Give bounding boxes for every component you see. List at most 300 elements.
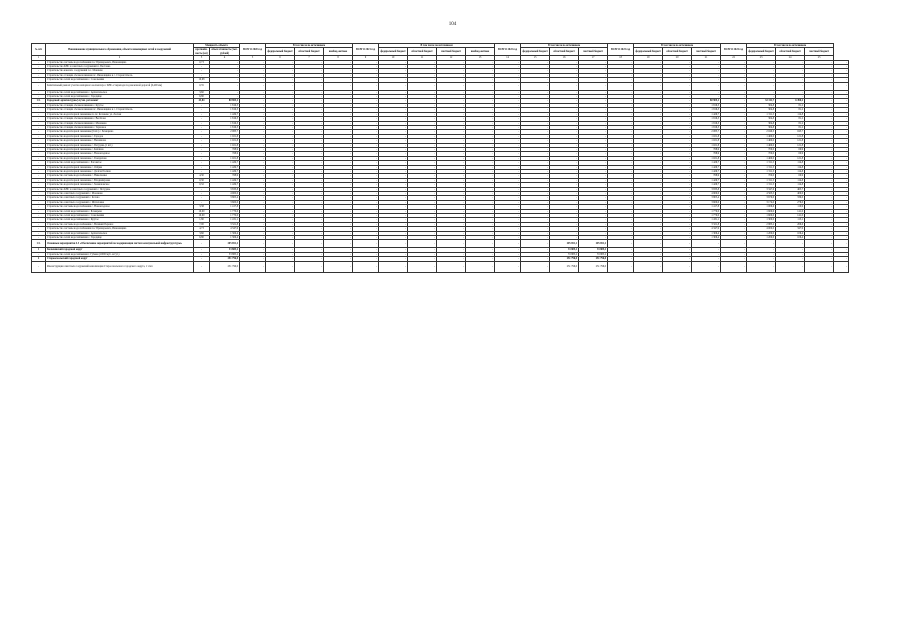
row-value: - [437,139,466,143]
row-number: - [32,130,46,134]
row-length-km: - [194,187,210,191]
row-value: - [240,99,266,103]
row-value: - [521,73,550,77]
row-value: - [721,196,747,200]
row-value: - [266,90,295,94]
row-value: - [466,95,495,99]
row-number: - [32,82,46,90]
row-value: - [408,69,437,73]
row-value: - [608,112,634,116]
row-cost: 1 816,3 [210,117,240,121]
row-value: - [663,139,692,143]
row-value: - [747,69,776,73]
row-value: - [805,73,834,77]
row-value: - [521,257,550,261]
row-value: - [324,261,353,272]
row-value: - [663,73,692,77]
row-value: - [834,117,849,121]
row-value: - [721,134,747,138]
row-cost: - [210,73,240,77]
row-value: - [466,222,495,226]
row-name: Строительство очистных сооружений с. Монаково [46,192,194,196]
row-value: - [466,196,495,200]
row-value: - [634,112,663,116]
row-value: - [663,121,692,125]
row-value: - [663,143,692,147]
row-value: - [550,231,579,235]
row-value: - [240,60,266,64]
row-value: - [408,187,437,191]
row-value: - [495,252,521,256]
row-value: - [437,205,466,209]
row-value: - [608,121,634,125]
row-value: - [240,125,266,129]
row-value: 114,8 [776,161,805,165]
row-value: - [240,252,266,256]
row-value: - [437,117,466,121]
row-value: - [408,178,437,182]
row-value: - [437,99,466,103]
row-value: - [240,214,266,218]
row-number: - [32,65,46,69]
row-value: - [579,73,608,77]
row-value: - [579,161,608,165]
row-value: - [495,174,521,178]
row-value: - [634,156,663,160]
row-cost: 80 905,1 [210,99,240,103]
row-value: - [550,103,579,107]
row-value: - [608,147,634,151]
row-value: - [240,117,266,121]
row-value: - [747,257,776,261]
row-value: - [521,152,550,156]
row-value: - [521,82,550,90]
row-value: - [295,139,324,143]
row-value: - [466,192,495,196]
row-value: - [495,65,521,69]
row-value: - [550,130,579,134]
row-value: - [466,60,495,64]
row-value: - [379,261,408,272]
row-value: - [466,125,495,129]
row-value: - [608,130,634,134]
row-value: - [579,82,608,90]
row-name: Строительство водозаборной скважины с. Долгая Поляна [46,169,194,173]
row-value: - [521,156,550,160]
row-value: - [521,209,550,213]
row-value: - [437,178,466,182]
row-name: Капитальный ремонт участка напорного коллектора с КНС-2 перехода под железной дорогой (0,400 км) [46,82,194,90]
row-value: - [634,69,663,73]
row-value: - [240,187,266,191]
row-value: - [521,252,550,256]
row-length-km: 0,35 [194,82,210,90]
row-length-km: 10,00 [194,209,210,213]
row-value: - [437,236,466,240]
column-number: 3 [194,56,210,60]
row-value: - [295,108,324,112]
row-value: - [408,78,437,82]
row-value: - [634,183,663,187]
row-value: - [408,99,437,103]
row-value: - [466,130,495,134]
row-value: - [721,82,747,90]
row-value: - [579,125,608,129]
row-value: - [634,169,663,173]
row-value: - [663,261,692,272]
row-value: - [240,78,266,82]
row-value: 1 816,3 [692,125,721,129]
row-value: - [834,165,849,169]
row-value: - [521,165,550,169]
row-value: - [834,205,849,209]
row-name: Строительство станции обезжелезивания с. Весёлово [46,117,194,121]
row-value: 347,9 [776,227,805,231]
row-value: - [805,192,834,196]
row-value: - [437,192,466,196]
row-name: Строительство водозаборной скважины с. Городок [46,134,194,138]
row-value: 81,2 [776,125,805,129]
row-value: - [408,121,437,125]
header-src: областной бюджет [295,48,324,56]
row-value: - [721,108,747,112]
row-value: - [437,82,466,90]
row-value: - [466,103,495,107]
header-src: областной бюджет [663,48,692,56]
row-value: - [747,60,776,64]
row-value: - [521,161,550,165]
row-cost: 1 021,8 [210,143,240,147]
row-value: - [521,112,550,116]
row-value: - [437,165,466,169]
row-value: - [408,152,437,156]
row-value: - [805,65,834,69]
row-value: 1 200,0 [747,236,776,240]
row-value: - [521,196,550,200]
row-value: - [495,90,521,94]
row-value: 2 040,3 [747,130,776,134]
row-cost: 1 429,7 [210,112,240,116]
row-value: - [721,139,747,143]
row-value: - [240,139,266,143]
header-total-2023: ВСЕГО 2023 год [608,44,634,56]
row-value: - [379,174,408,178]
row-value: - [353,183,379,187]
row-value: 1 306,4 [692,236,721,240]
row-value: - [324,252,353,256]
row-value: - [834,108,849,112]
row-value: - [634,65,663,69]
row-value: - [240,257,266,261]
row-value: - [408,196,437,200]
row-cost: 1 429,7 [210,161,240,165]
row-value: - [266,196,295,200]
column-number: 15 [521,56,550,60]
row-value: - [437,65,466,69]
row-value: - [266,165,295,169]
row-value: - [240,143,266,147]
row-value: - [240,73,266,77]
row-value: - [379,112,408,116]
row-value: 60,9 [776,147,805,151]
row-value: - [692,60,721,64]
row-value: - [495,108,521,112]
row-number: - [32,214,46,218]
row-value: - [266,152,295,156]
row-value: - [608,139,634,143]
row-value: - [579,147,608,151]
row-value: - [692,252,721,256]
row-value: - [466,78,495,82]
row-value: - [379,143,408,147]
row-value: - [240,112,266,116]
header-src: федеральный бюджет [379,48,408,56]
row-value: - [466,143,495,147]
row-value: - [408,134,437,138]
row-value: - [437,187,466,191]
row-value: - [437,95,466,99]
row-value: - [579,222,608,226]
row-value: - [266,147,295,151]
row-value: - [692,248,721,252]
row-value: - [805,152,834,156]
row-value: - [495,152,521,156]
row-value: - [240,165,266,169]
row-value: - [663,60,692,64]
row-value: - [834,214,849,218]
row-value: - [608,183,634,187]
row-value: - [721,65,747,69]
row-value: - [579,117,608,121]
row-value: - [579,183,608,187]
row-value: - [437,156,466,160]
column-number: 9 [353,56,379,60]
header-power-cost: объем стоимость (тыс. рублей) [211,48,238,55]
row-length-km: - [194,156,210,160]
row-value: - [466,174,495,178]
row-value: - [324,121,353,125]
column-number: 23 [747,56,776,60]
row-value: - [295,147,324,151]
row-number: 2 [32,257,46,261]
row-value: - [634,95,663,99]
row-value: - [266,156,295,160]
row-value: - [521,169,550,173]
row-value: - [437,125,466,129]
row-value: - [521,134,550,138]
row-value: - [634,214,663,218]
row-value: - [805,252,834,256]
row-value: - [353,117,379,121]
row-value: - [521,130,550,134]
row-value: - [608,152,634,156]
row-value: - [834,112,849,116]
row-value: - [353,209,379,213]
row-value: - [240,121,266,125]
row-value: - [408,130,437,134]
row-name: Строительство КНС и очистных сооружений с. Потудань [46,187,194,191]
row-value: - [579,130,608,134]
row-value: - [353,252,379,256]
row-value: - [495,156,521,160]
row-value: - [437,169,466,173]
row-number: 1.5. [32,99,46,103]
row-value: - [353,156,379,160]
row-value: - [466,236,495,240]
row-value: - [721,117,747,121]
row-value: - [747,261,776,272]
row-value: - [834,147,849,151]
row-value: - [240,90,266,94]
row-value: - [579,121,608,125]
row-value: - [776,95,805,99]
row-value: - [579,187,608,191]
row-value: - [353,161,379,165]
row-value: 60,9 [776,152,805,156]
row-value: - [663,95,692,99]
row-value: - [408,147,437,151]
row-value: 1 460,0 [747,134,776,138]
row-number: - [32,261,46,272]
row-value: 1 429,7 [692,169,721,173]
row-value: - [834,218,849,222]
row-value: - [408,227,437,231]
row-length-km: 3,60 [194,231,210,235]
row-number: - [32,161,46,165]
row-value: - [550,90,579,94]
page-number: 104 [448,22,457,27]
row-value: - [379,257,408,261]
row-name: Старооскольский городской округ [46,257,194,261]
row-value: 115,1 [776,218,805,222]
row-value: - [266,121,295,125]
row-value: 205 691,2 [579,240,608,248]
row-value: - [663,125,692,129]
row-value: - [805,218,834,222]
row-value: - [834,65,849,69]
row-value: - [324,143,353,147]
row-name: Строительство сетей водоснабжения с. Бочкарево [46,209,194,213]
row-value: - [295,214,324,218]
row-length-km: 10,00 [194,214,210,218]
row-value: - [295,65,324,69]
row-cost: 1 816,3 [210,108,240,112]
row-value: - [663,134,692,138]
row-value: - [324,183,353,187]
row-value: - [408,90,437,94]
row-value: 81,2 [776,103,805,107]
row-value: - [834,227,849,231]
row-value: - [805,82,834,90]
row-value: - [324,117,353,121]
row-value: - [805,196,834,200]
row-number: - [32,231,46,235]
header-src: федеральный бюджет [521,48,550,56]
row-length-km: - [194,165,210,169]
row-value: - [379,161,408,165]
row-value: - [466,69,495,73]
row-value: - [805,156,834,160]
row-value: - [521,240,550,248]
row-value: - [805,147,834,151]
row-value: - [608,252,634,256]
row-value: - [579,152,608,156]
row-value: - [379,231,408,235]
row-value: - [608,169,634,173]
row-value: - [721,240,747,248]
row-value: 1 429,7 [692,161,721,165]
column-number: 6 [266,56,295,60]
row-value: - [608,174,634,178]
row-value: - [240,134,266,138]
row-value: - [408,103,437,107]
row-value: - [353,214,379,218]
row-value: - [324,222,353,226]
row-value: - [550,121,579,125]
row-value: - [495,218,521,222]
header-name: Наименование муниципального образования, объекта инженерных сетей и сооружений [46,44,194,56]
row-value: - [408,261,437,272]
row-value: - [295,90,324,94]
row-value: - [579,134,608,138]
row-name: Строительство канализ. сооружений п.с. Мокшево [46,69,194,73]
row-value: - [692,240,721,248]
row-value: - [805,165,834,169]
row-value: - [408,252,437,256]
row-value: - [634,130,663,134]
row-value: - [579,169,608,173]
row-value: 1 460,0 [747,139,776,143]
row-value: - [634,78,663,82]
row-value: - [663,152,692,156]
row-value: - [495,227,521,231]
row-value: - [324,112,353,116]
row-value: 114,8 [776,183,805,187]
row-value: - [608,73,634,77]
row-name: Строительство сетей водоснабжения с. Городище [46,95,194,99]
row-length-km: 1,80 [194,218,210,222]
row-value: - [805,209,834,213]
row-cost: 33 885,2 [210,252,240,256]
row-value: - [295,165,324,169]
row-name: Реконструкция очистных сооружений канализации Старооскольского городского округа, 1 этап [46,261,194,272]
row-value: - [663,192,692,196]
row-value: 1 311,5 [747,112,776,116]
row-length-km: - [194,103,210,107]
row-length-km: - [194,147,210,151]
row-value: - [295,60,324,64]
row-value: - [834,248,849,252]
row-value: - [295,196,324,200]
row-value: - [663,69,692,73]
row-value: - [466,147,495,151]
row-name: Строительство водозаборной скважины с. Знаменовское [46,183,194,187]
row-value: 1 311,5 [747,161,776,165]
row-value: - [295,125,324,129]
row-value: - [521,90,550,94]
row-value: - [608,156,634,160]
row-value: - [495,82,521,90]
row-value: - [324,65,353,69]
row-value: - [776,60,805,64]
row-value: 3 600,0 [692,200,721,204]
row-value: - [379,156,408,160]
row-value: - [776,82,805,90]
row-value: - [466,99,495,103]
row-value: - [521,69,550,73]
row-value: - [663,90,692,94]
table-header [32,44,849,61]
